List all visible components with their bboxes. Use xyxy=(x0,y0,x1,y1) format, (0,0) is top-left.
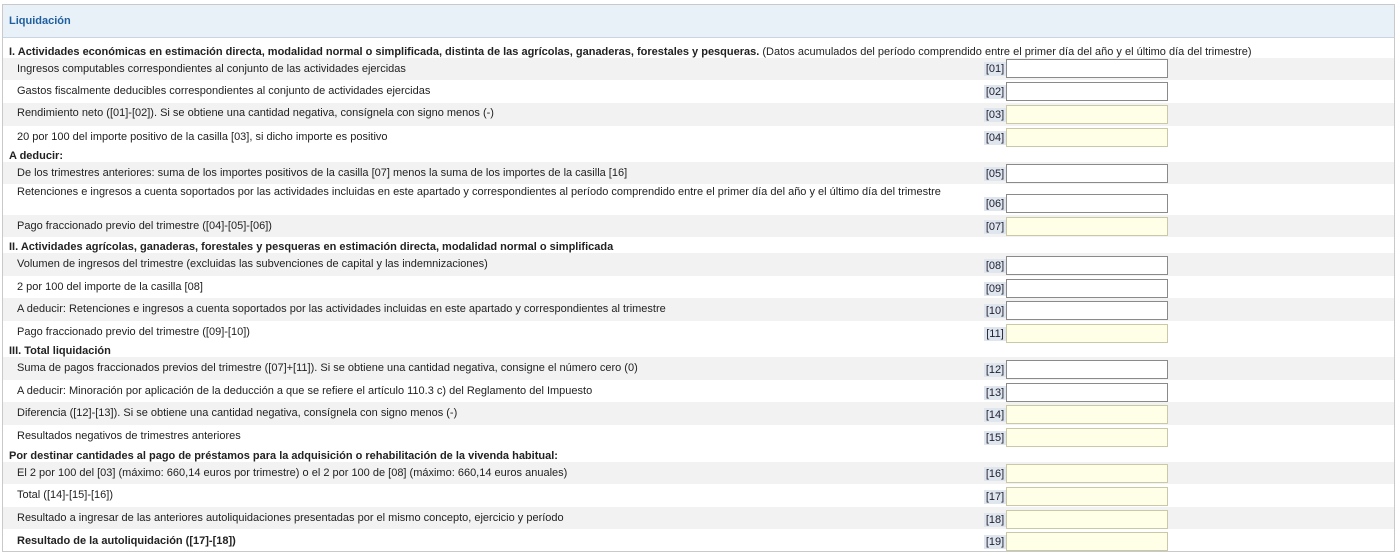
liquidacion-panel xyxy=(2,4,1395,552)
field-01-input[interactable] xyxy=(1006,59,1168,78)
row-11-code: [11] xyxy=(984,327,1006,341)
row-16-code: [16] xyxy=(985,468,1005,480)
section-1-heading-bold: I. Actividades económicas en estimación directa, modalidad normal o simplificada, distinta de las agrícolas, ganaderas, forestales y pesqueras. xyxy=(9,46,760,58)
row-01-code: [01] xyxy=(985,63,1005,75)
field-02-input[interactable] xyxy=(1006,82,1168,101)
row-02 xyxy=(3,80,1394,103)
row-18-label: Resultado a ingresar de las anteriores autoliquidaciones presentadas por el mismo concepto, ejercicio y período xyxy=(17,512,564,524)
field-03-input xyxy=(1006,105,1168,124)
row-18-code: [18] xyxy=(985,514,1005,526)
panel-header xyxy=(3,5,1394,38)
row-19-code: [19] xyxy=(985,536,1005,548)
row-05-code: [05] xyxy=(985,168,1005,180)
row-07 xyxy=(3,215,1394,237)
row-01 xyxy=(3,58,1394,80)
row-16-label: El 2 por 100 del [03] (máximo: 660,14 euros por trimestre) o el 2 por 100 de [08] (máximo: 660,14 euros anuales) xyxy=(17,467,568,479)
row-06-label: Retenciones e ingresos a cuenta soportados por las actividades incluidas en este apartado y correspondientes al período comprendido entre el primer día del año y el último día del trimestre xyxy=(17,186,941,198)
row-01-label: Ingresos computables correspondientes al conjunto de las actividades ejercidas xyxy=(17,63,406,75)
field-06-input[interactable] xyxy=(1006,194,1168,213)
row-03-label: Rendimiento neto ([01]-[02]). Si se obtiene una cantidad negativa, consígnela con signo menos (-) xyxy=(17,107,494,119)
deducir-heading: A deducir: xyxy=(9,150,63,162)
row-06-code: [06] xyxy=(985,198,1005,210)
row-12-code: [12] xyxy=(985,364,1005,376)
row-19 xyxy=(3,529,1394,552)
row-12 xyxy=(3,357,1394,380)
row-10 xyxy=(3,298,1394,321)
row-05-label: De los trimestres anteriores: suma de los importes positivos de la casilla [07] menos la suma de los importes de la casilla [16] xyxy=(17,167,628,179)
row-09-code: [09] xyxy=(985,283,1005,295)
field-17-input xyxy=(1006,487,1168,506)
row-11-label: Pago fraccionado previo del trimestre ([09]-[10]) xyxy=(17,326,250,338)
row-04 xyxy=(3,126,1394,148)
row-02-code: [02] xyxy=(985,86,1005,98)
row-04-label: 20 por 100 del importe positivo de la casilla [03], si dicho importe es positivo xyxy=(17,131,388,143)
field-10-input[interactable] xyxy=(1006,301,1168,320)
row-13-code: [13] xyxy=(985,387,1005,399)
row-15-label: Resultados negativos de trimestres anteriores xyxy=(17,430,241,442)
row-16 xyxy=(3,462,1394,484)
row-11 xyxy=(3,321,1394,343)
field-19-input xyxy=(1006,532,1168,551)
row-04-code: [04] xyxy=(985,132,1005,144)
row-08-code: [08] xyxy=(985,260,1005,272)
row-08-label: Volumen de ingresos del trimestre (excluidas las subvenciones de capital y las indemnizaciones) xyxy=(17,258,488,270)
field-15-input[interactable] xyxy=(1006,428,1168,447)
section-2-heading: II. Actividades agrícolas, ganaderas, forestales y pesqueras en estimación directa, modalidad normal o simplificada xyxy=(9,241,614,253)
row-17-label: Total ([14]-[15]-[16]) xyxy=(17,489,113,501)
field-04-input xyxy=(1006,128,1168,147)
row-19-label: Resultado de la autoliquidación ([17]-[18]) xyxy=(17,535,236,547)
row-02-label: Gastos fiscalmente deducibles correspondientes al conjunto de actividades ejercidas xyxy=(17,85,431,97)
row-06 xyxy=(3,184,1394,215)
row-10-label: A deducir: Retenciones e ingresos a cuenta soportados por las actividades incluidas en este apartado y correspondientes al trimestre xyxy=(17,303,666,315)
row-05 xyxy=(3,162,1394,184)
field-16-input xyxy=(1006,464,1168,483)
field-18-input[interactable] xyxy=(1006,510,1168,529)
row-15-code: [15] xyxy=(985,432,1005,444)
field-12-input[interactable] xyxy=(1006,360,1168,379)
row-15 xyxy=(3,425,1394,447)
field-09-input[interactable] xyxy=(1006,279,1168,298)
row-03 xyxy=(3,103,1394,126)
row-17 xyxy=(3,484,1394,507)
section-1-heading-note: (Datos acumulados del período comprendido entre el primer día del año y el último día del trimestre) xyxy=(762,46,1252,58)
row-18 xyxy=(3,507,1394,529)
row-03-code: [03] xyxy=(985,109,1005,121)
field-14-input xyxy=(1006,405,1168,424)
row-09 xyxy=(3,276,1394,298)
field-05-input[interactable] xyxy=(1006,164,1168,183)
field-07-input xyxy=(1006,217,1168,236)
row-14-code: [14] xyxy=(985,409,1005,421)
row-07-code: [07] xyxy=(985,221,1005,233)
row-13 xyxy=(3,380,1394,402)
row-10-code: [10] xyxy=(985,305,1005,317)
row-17-code: [17] xyxy=(985,491,1005,503)
section-1-heading xyxy=(9,46,1252,58)
field-13-input[interactable] xyxy=(1006,383,1168,402)
section-3-heading: III. Total liquidación xyxy=(9,345,111,357)
panel-title: Liquidación xyxy=(9,15,71,27)
row-07-label: Pago fraccionado previo del trimestre ([04]-[05]-[06]) xyxy=(17,220,272,232)
vivienda-heading: Por destinar cantidades al pago de préstamos para la adquisición o rehabilitación de la vivenda habitual: xyxy=(9,450,558,462)
field-08-input[interactable] xyxy=(1006,256,1168,275)
row-09-label: 2 por 100 del importe de la casilla [08] xyxy=(17,281,203,293)
row-12-label: Suma de pagos fraccionados previos del trimestre ([07]+[11]). Si se obtiene una cantidad negativa, consigne el número cero (0) xyxy=(17,362,638,374)
field-11-input xyxy=(1006,324,1168,343)
row-13-label: A deducir: Minoración por aplicación de la deducción a que se refiere el artículo 110.3 c) del Reglamento del Impuesto xyxy=(17,385,593,397)
row-14-label: Diferencia ([12]-[13]). Si se obtiene una cantidad negativa, consígnela con signo menos (-) xyxy=(17,407,458,419)
row-14 xyxy=(3,402,1394,425)
row-08 xyxy=(3,253,1394,276)
